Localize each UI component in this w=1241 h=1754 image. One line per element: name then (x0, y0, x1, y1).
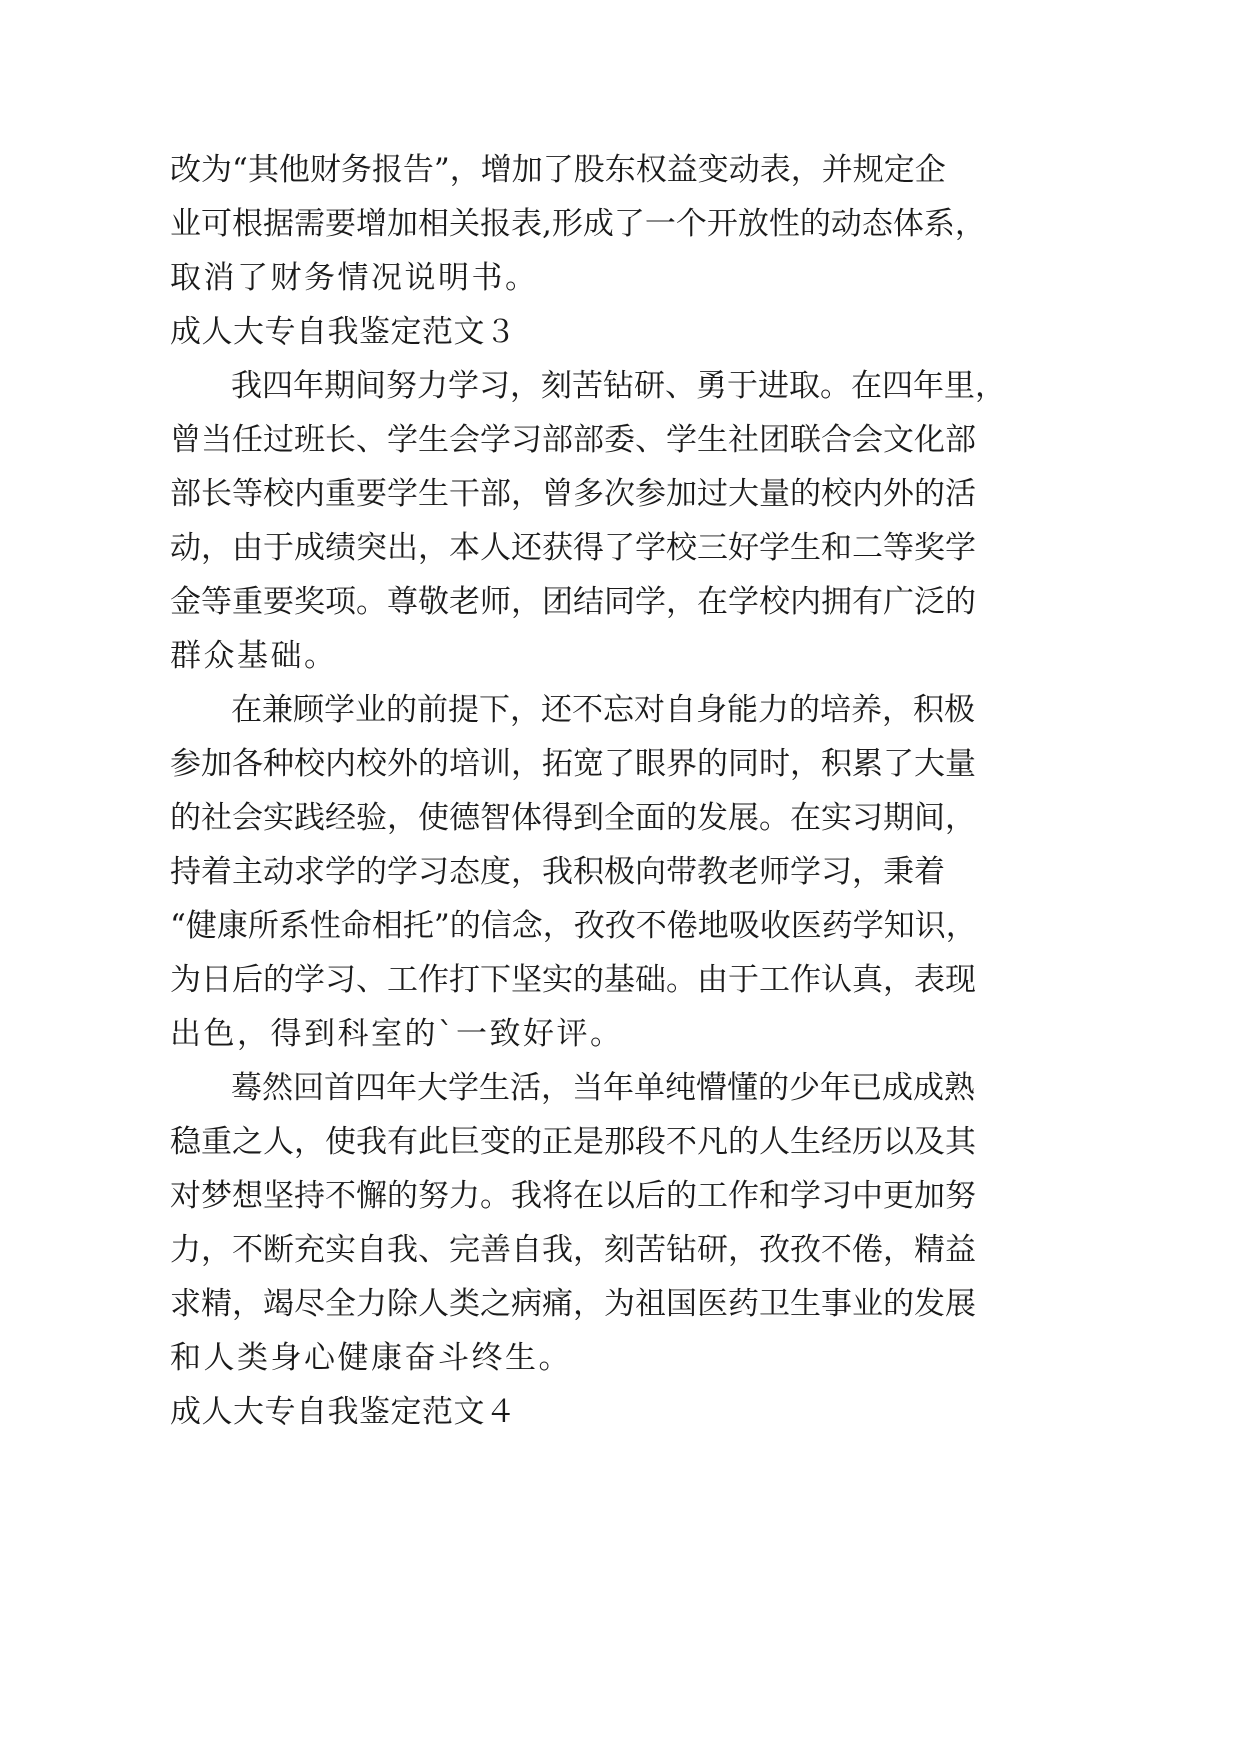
body-line: 求精，竭尽全力除人类之病痛，为祖国医药卫生事业的发展 (170, 1286, 976, 1322)
body-line: 业可根据需要增加相关报表,形成了一个开放性的动态体系， (170, 206, 986, 242)
body-line: 持着主动求学的学习态度，我积极向带教老师学习，秉着 (170, 854, 945, 890)
paragraph-first-line: 蓦然回首四年大学生活，当年单纯懵懂的少年已成成熟 (231, 1070, 975, 1106)
body-line: 参加各种校内校外的培训，拓宽了眼界的同时，积累了大量 (170, 746, 976, 782)
body-line: 金等重要奖项。尊敬老师，团结同学，在学校内拥有广泛的 (170, 584, 976, 620)
body-line: 改为“其他财务报告”，增加了股东权益变动表，并规定企 (170, 152, 946, 188)
paragraph-first-line: 在兼顾学业的前提下，还不忘对自身能力的培养，积极 (231, 692, 975, 728)
body-line: 动，由于成绩突出，本人还获得了学校三好学生和二等奖学 (170, 530, 976, 566)
paragraph-first-line: 我四年期间努力学习，刻苦钻研、勇于进取。在四年里， (231, 368, 1006, 404)
body-line: “健康所系性命相托”的信念，孜孜不倦地吸收医药学知识， (170, 908, 977, 944)
body-line: 取消了财务情况说明书。 (170, 260, 539, 296)
body-line: 稳重之人，使我有此巨变的正是那段不凡的人生经历以及其 (170, 1124, 976, 1160)
section-heading-4: 成人大专自我鉴定范文４ (170, 1394, 517, 1430)
body-line: 的社会实践经验，使德智体得到全面的发展。在实习期间， (170, 800, 976, 836)
body-line: 出色，得到科室的`一致好评。 (170, 1016, 624, 1052)
body-line: 群众基础。 (170, 638, 338, 674)
section-heading-3: 成人大专自我鉴定范文３ (170, 314, 517, 350)
body-line: 对梦想坚持不懈的努力。我将在以后的工作和学习中更加努 (170, 1178, 976, 1214)
body-line: 力，不断充实自我、完善自我，刻苦钻研，孜孜不倦，精益 (170, 1232, 976, 1268)
body-line: 曾当任过班长、学生会学习部部委、学生社团联合会文化部 (170, 422, 976, 458)
body-line: 为日后的学习、工作打下坚实的基础。由于工作认真，表现 (170, 962, 976, 998)
body-line: 和人类身心健康奋斗终生。 (170, 1340, 572, 1376)
body-line: 部长等校内重要学生干部，曾多次参加过大量的校内外的活 (170, 476, 976, 512)
